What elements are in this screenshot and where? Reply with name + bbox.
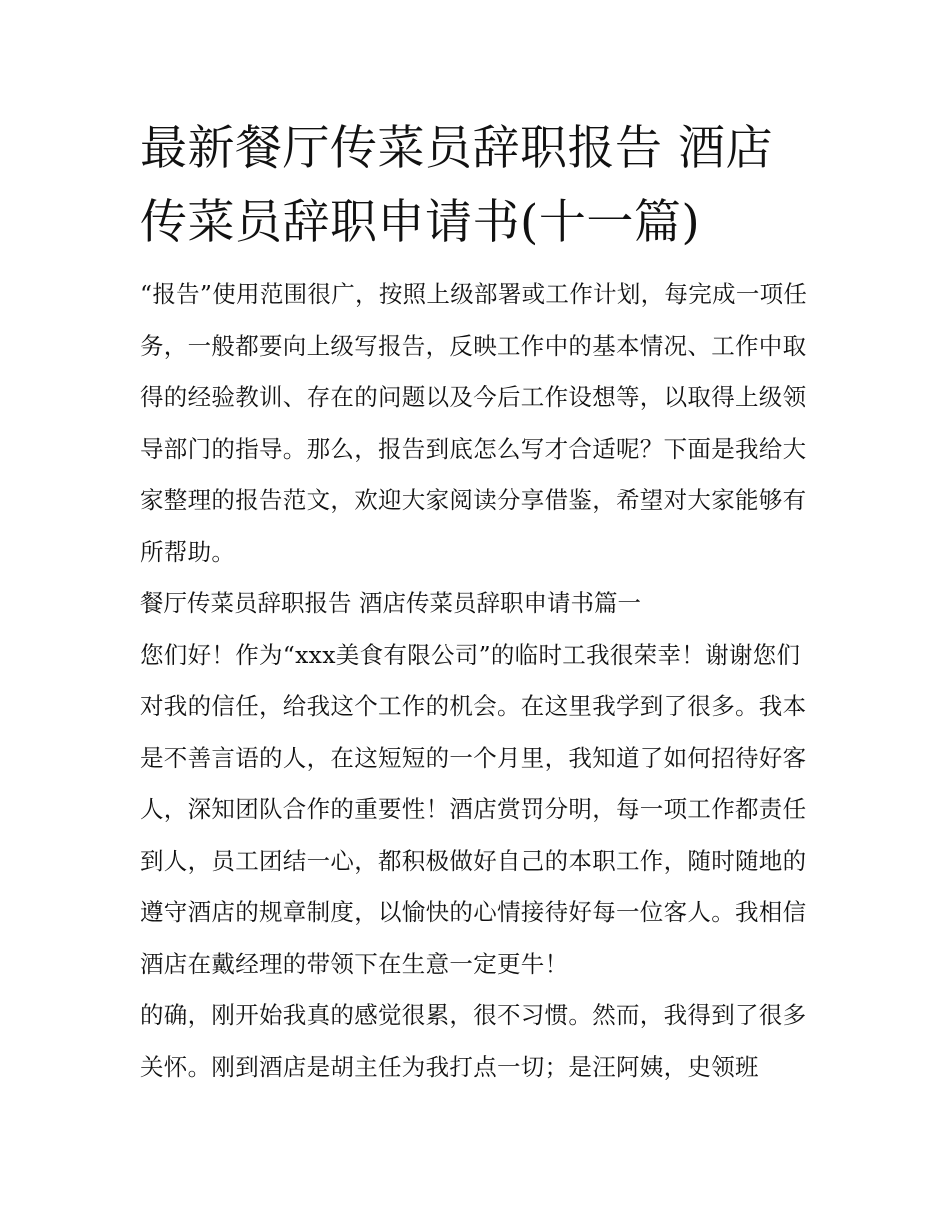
- section-heading: 餐厅传菜员辞职报告 酒店传菜员辞职申请书篇一: [140, 589, 641, 617]
- body-paragraph-1: 您们好！作为“xxx美食有限公司”的临时工我很荣幸！谢谢您们对我的信任，给我这个工作的机会。在这里我学到了很多。我本是不善言语的人，在这短短的一个月里，我知道了如何招待好客人，深知团队合作的重要性！酒店赏罚分明，每一项工作都责任到人，员工团结一心，都积极做好自己的本职工作，随时随地的遵守酒店的规章制度，以愉快的心情接待好每一位客人。我相信酒店在戴经理的带领下在生意一定更牛！: [140, 640, 807, 978]
- document-title: 最新餐厅传菜员辞职报告 酒店传菜员辞职申请书(十一篇): [140, 121, 773, 250]
- body-paragraph-2: 的确，刚开始我真的感觉很累，很不习惯。然而，我得到了很多关怀。刚到酒店是胡主任为我打点一切；是汪阿姨，史领班: [140, 1001, 807, 1081]
- intro-paragraph: “报告”使用范围很广，按照上级部署或工作计划，每完成一项任务，一般都要向上级写报告，反映工作中的基本情况、工作中取得的经验教训、存在的问题以及今后工作设想等，以取得上级领导部门的指导。那么，报告到底怎么写才合适呢？下面是我给大家整理的报告范文，欢迎大家阅读分享借鉴，希望对大家能够有所帮助。: [140, 280, 808, 566]
- document-page: [140, 112, 812, 1093]
